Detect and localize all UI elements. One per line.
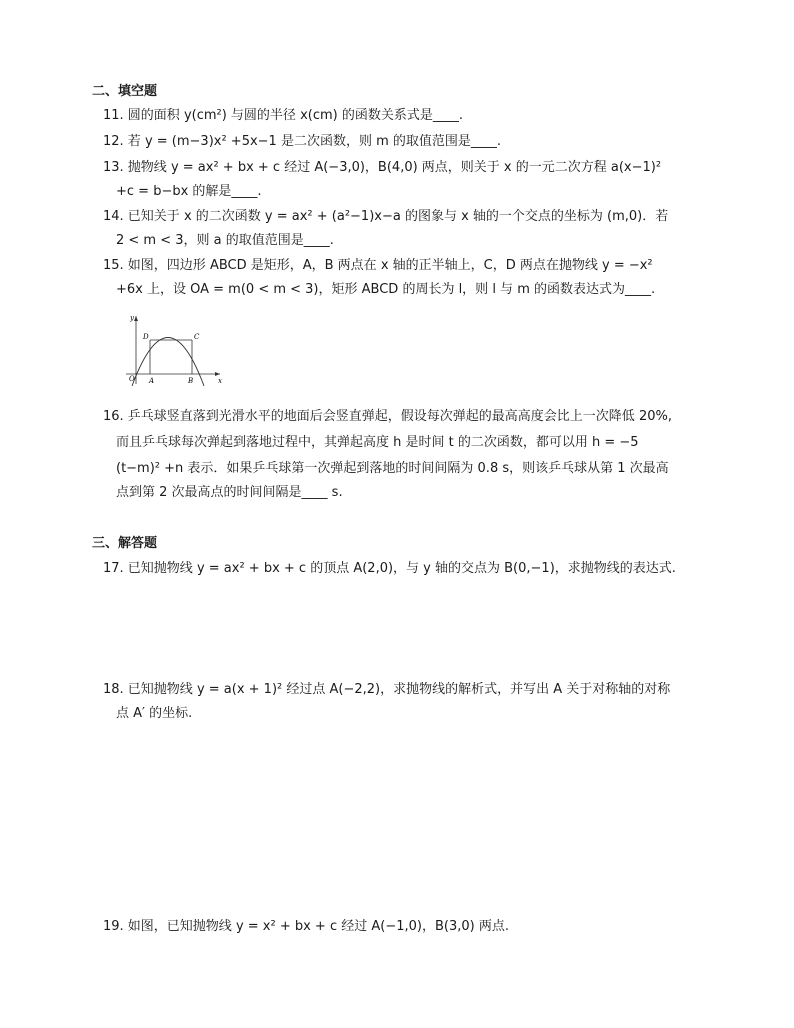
question-14-line-1: 14. 已知关于 x 的二次函数 y = ax² + (a²−1)x−a 的图象与 x 轴的一个交点的坐标为 (m,0)．若 xyxy=(103,209,669,224)
y-axis-arrow xyxy=(134,316,138,321)
fig-label-y: y xyxy=(130,314,134,322)
fig-label-c: C xyxy=(194,333,200,341)
question-11: 11. 圆的面积 y(cm²) 与圆的半径 x(cm) 的函数关系式是____. xyxy=(103,108,463,123)
question-12: 12. 若 y = (m−3)x² +5x−1 是二次函数，则 m 的取值范围是____. xyxy=(103,134,502,149)
x-axis-arrow xyxy=(215,372,220,376)
section-heading-solve: 三、解答题 xyxy=(92,536,158,551)
question-16-line-4: 点到第 2 次最高点的时间间隔是____ s. xyxy=(116,485,343,500)
question-15-line-2: +6x 上，设 OA = m(0 < m < 3)，矩形 ABCD 的周长为 l，则 l 与 m 的函数表达式为____. xyxy=(116,282,656,297)
question-16-line-3: (t−m)² +n 表示．如果乒乓球第一次弹起到落地的时间间隔为 0.8 s，则该乒乓球从第 1 次最高 xyxy=(116,461,669,476)
question-19: 19. 如图，已知抛物线 y = x² + bx + c 经过 A(−1,0)，B(3,0) 两点. xyxy=(103,919,509,934)
fig-label-o: O xyxy=(129,375,135,383)
fig-label-a: A xyxy=(149,377,155,385)
question-15-line-1: 15. 如图，四边形 ABCD 是矩形，A，B 两点在 x 轴的正半轴上，C，D 两点在抛物线 y = −x² xyxy=(103,258,653,273)
parabola-rectangle-figure xyxy=(124,312,224,387)
section-heading-fill-in: 二、填空题 xyxy=(92,84,158,99)
question-13-line-2: +c = b−bx 的解是____. xyxy=(116,184,262,199)
question-16-line-2: 而且乒乓球每次弹起到落地过程中，其弹起高度 h 是时间 t 的二次函数，都可以用 h = −5 xyxy=(116,435,639,450)
question-18-line-2: 点 A′ 的坐标. xyxy=(116,706,193,721)
question-18-line-1: 18. 已知抛物线 y = a(x + 1)² 经过点 A(−2,2)，求抛物线的解析式，并写出 A 关于对称轴的对称 xyxy=(103,682,671,697)
fig-label-b: B xyxy=(188,377,194,385)
question-14-line-2: 2 < m < 3，则 a 的取值范围是____. xyxy=(116,233,334,248)
question-16-line-1: 16. 乒乓球竖直落到光滑水平的地面后会竖直弹起，假设每次弹起的最高高度会比上一次降低 20%, xyxy=(103,409,672,424)
fig-label-d: D xyxy=(143,333,149,341)
parabola-curve xyxy=(132,338,204,387)
question-13-line-1: 13. 抛物线 y = ax² + bx + c 经过 A(−3,0)，B(4,0) 两点，则关于 x 的一元二次方程 a(x−1)² xyxy=(103,160,662,175)
question-17: 17. 已知抛物线 y = ax² + bx + c 的顶点 A(2,0)，与 y 轴的交点为 B(0,−1)，求抛物线的表达式. xyxy=(103,561,676,576)
fig-label-x: x xyxy=(218,377,222,385)
